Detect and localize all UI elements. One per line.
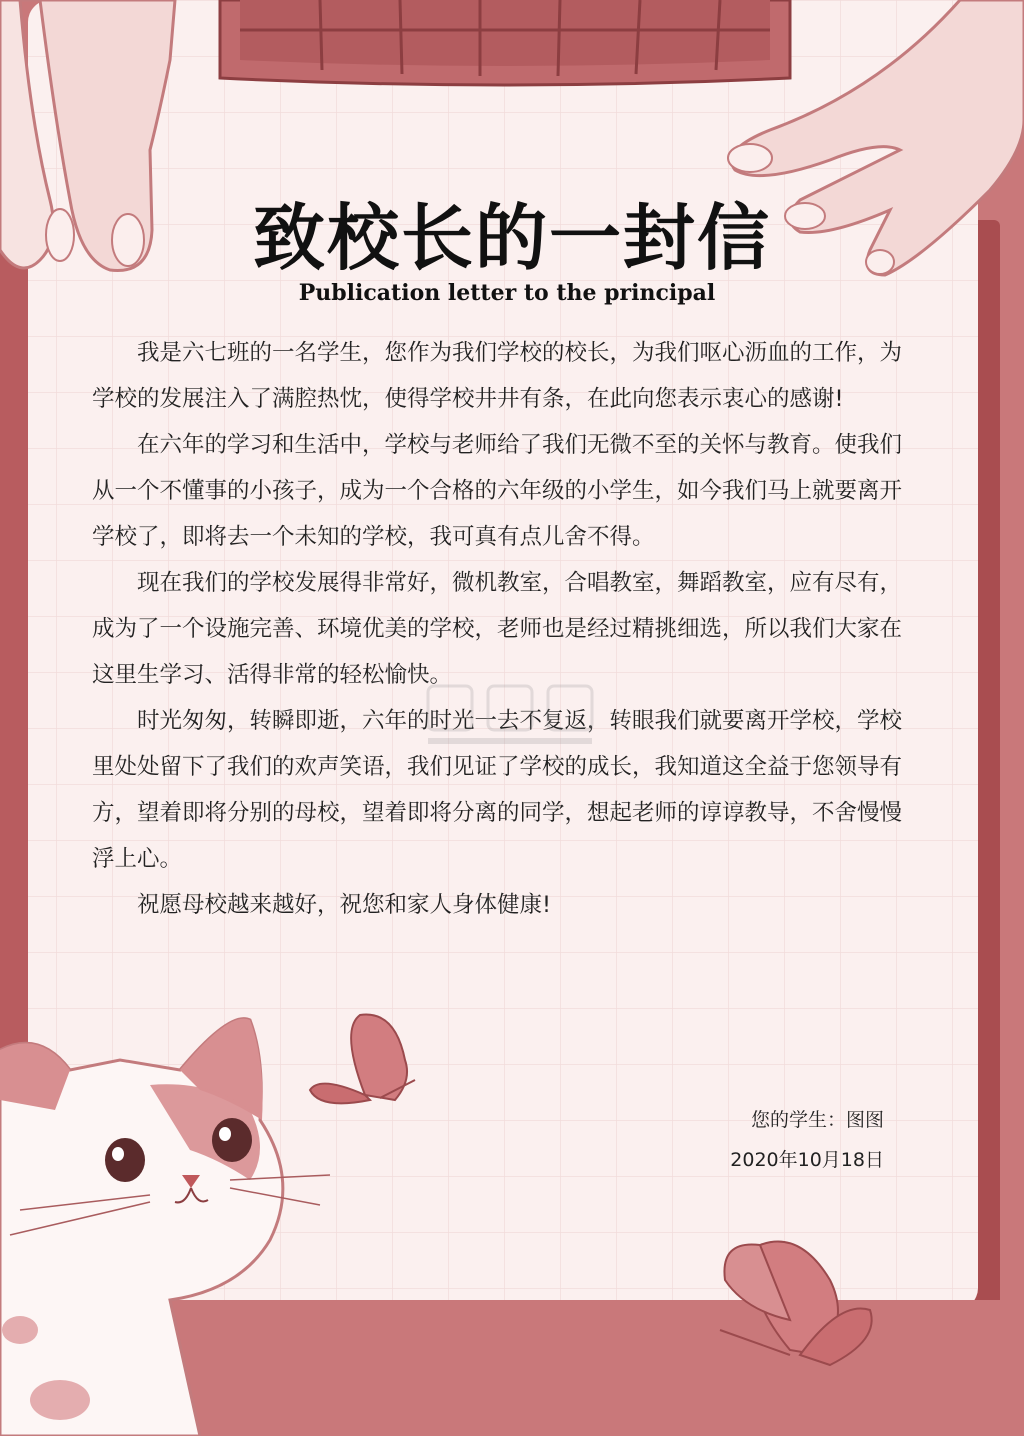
letter-date: 2020年10月18日	[730, 1149, 884, 1171]
paragraph: 时光匆匆，转瞬即逝，六年的时光一去不复返，转眼我们就要离开学校，学校里处处留下了我们的欢声笑语，我们见证了学校的成长，我知道这全益于您领导有方，望着即将分别的母校，望着即将分离的同学，想起老师的谆谆教导，不舍慢慢浮上心。	[92, 708, 903, 872]
paragraph: 祝愿母校越来越好，祝您和家人身体健康!	[137, 892, 552, 918]
letter-body	[92, 330, 922, 928]
paragraph: 现在我们的学校发展得非常好，微机教室，合唱教室，舞蹈教室，应有尽有，成为了一个设施完善、环境优美的学校，老师也是经过精挑细选，所以我们大家在这里生学习、活得非常的轻松愉快。	[92, 570, 903, 688]
signature-block	[730, 1100, 884, 1180]
watermark-logo	[426, 680, 606, 750]
signature: 您的学生：图图	[750, 1109, 884, 1131]
letter-subtitle: Publication letter to the principal	[298, 280, 716, 306]
paragraph: 在六年的学习和生活中，学校与老师给了我们无微不至的关怀与教育。使我们从一个不懂事的小孩子，成为一个合格的六年级的小学生，如今我们马上就要离开学校了，即将去一个未知的学校，我可真有点儿舍不得。	[92, 432, 903, 550]
paragraph: 我是六七班的一名学生，您作为我们学校的校长，为我们呕心沥血的工作，为学校的发展注入了满腔热忱，使得学校井井有条，在此向您表示衷心的感谢!	[92, 340, 903, 412]
letter-title: 致校长的一封信	[252, 195, 771, 280]
